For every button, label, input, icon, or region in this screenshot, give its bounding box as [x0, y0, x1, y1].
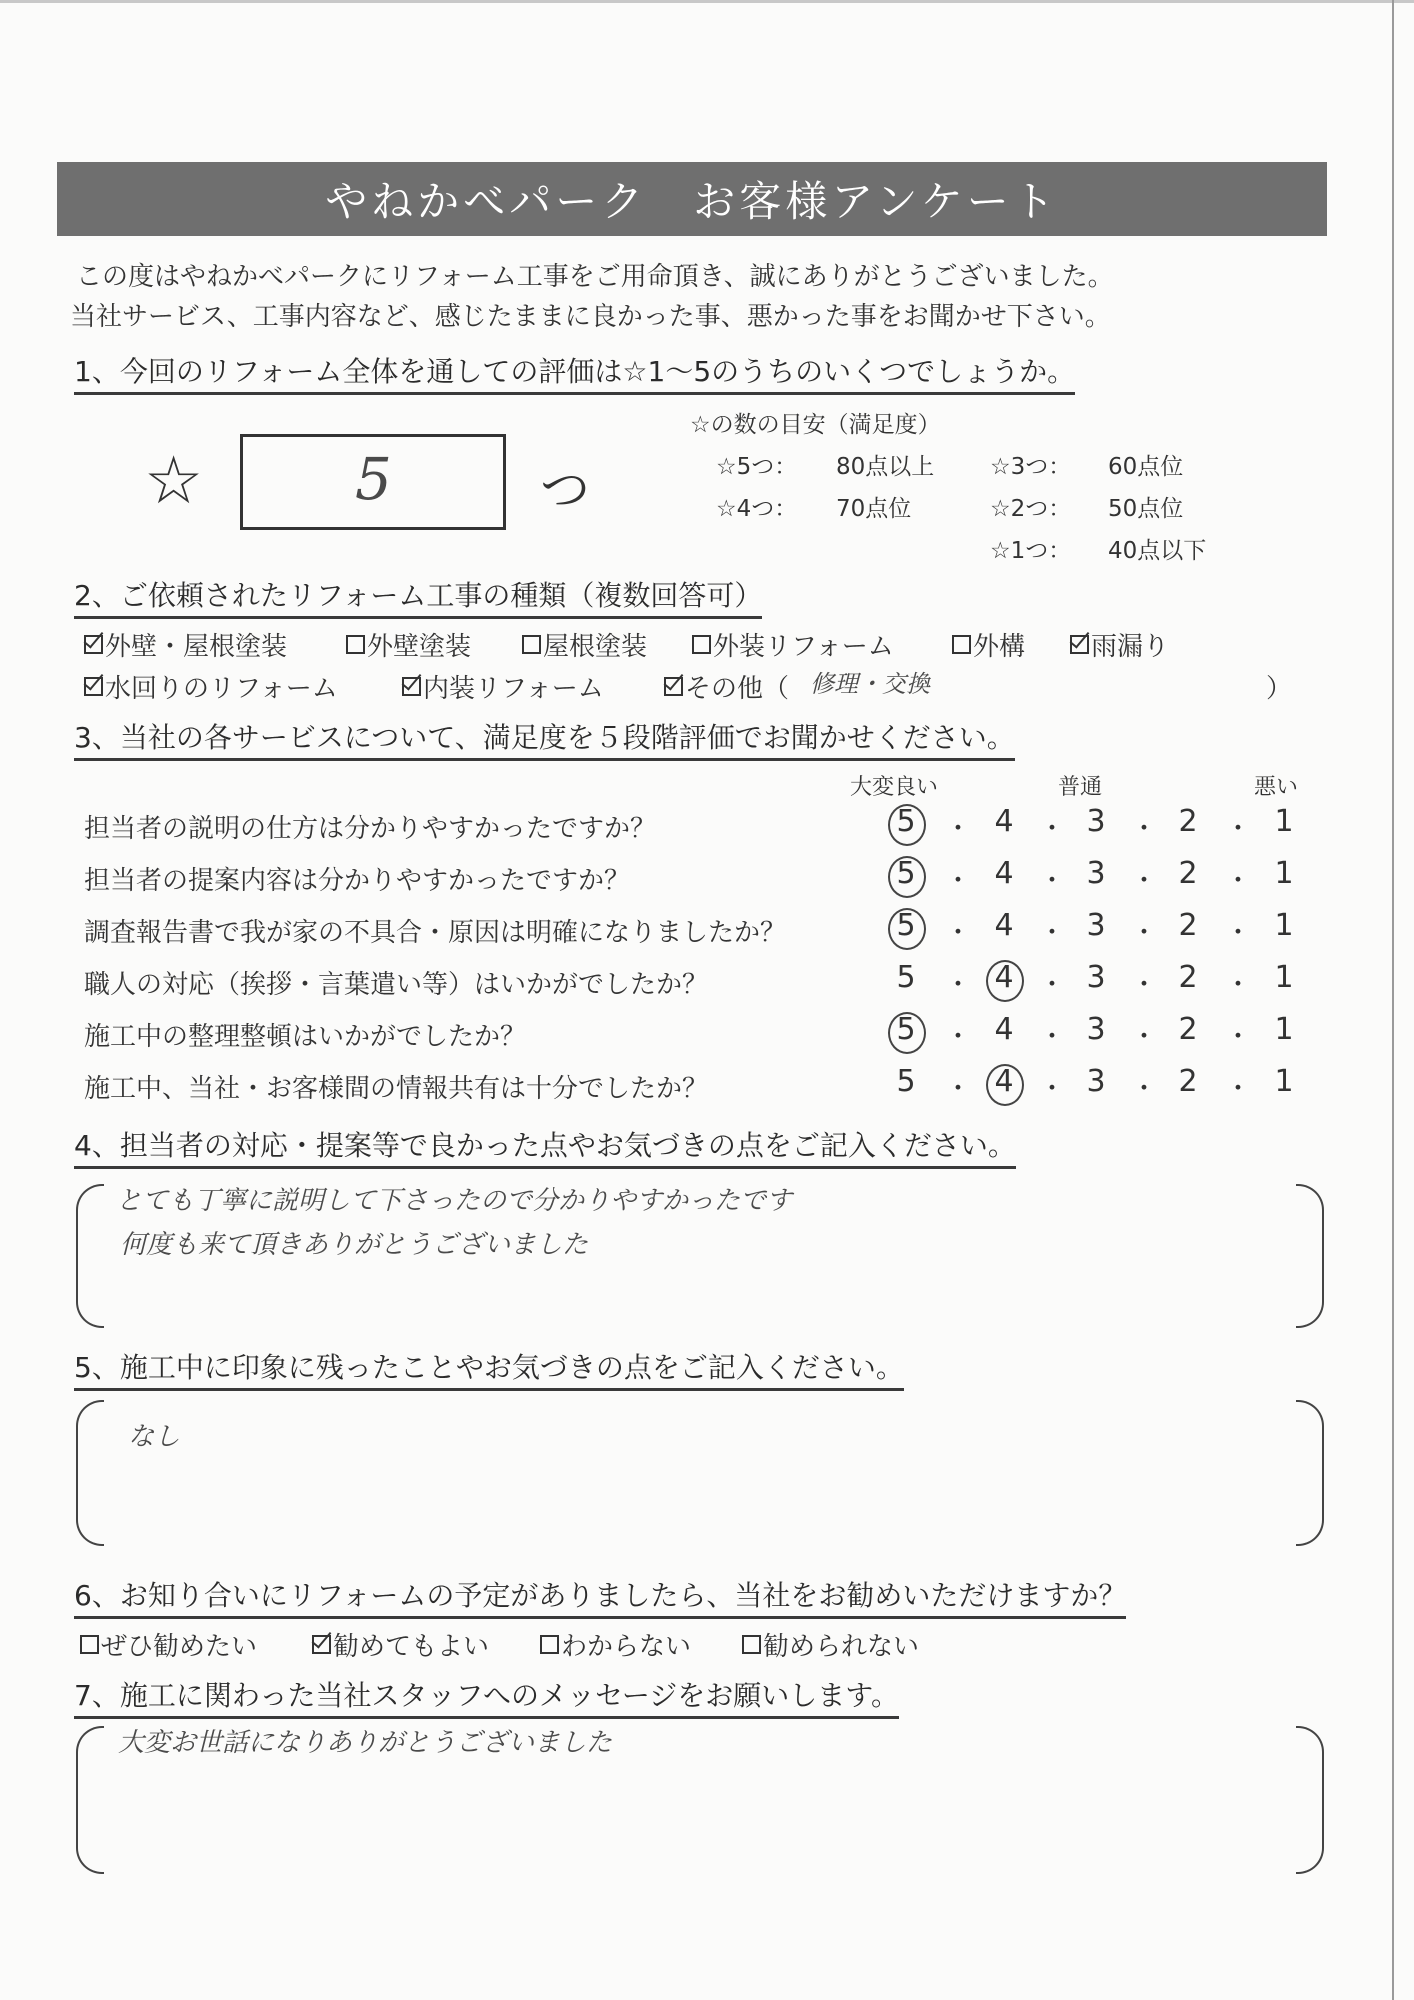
checkbox-checked-icon[interactable] [84, 677, 103, 696]
q7-answer[interactable]: 大変お世話になりありがとうございました [118, 1728, 613, 1758]
q4-answer-bracket-right [1296, 1184, 1324, 1328]
q3-score-option[interactable]: 5 [896, 1064, 916, 1099]
q3-separator: ・ [944, 814, 971, 844]
q3-question-2: 担当者の提案内容は分かりやすかったですか？ [84, 866, 631, 896]
checkbox-checked-icon[interactable] [402, 677, 421, 696]
q3-score-option[interactable]: 3 [1086, 1064, 1106, 1099]
q3-score-option[interactable]: 4 [994, 1012, 1014, 1047]
q3-score-selected[interactable]: 5 [886, 856, 926, 891]
q3-separator: ・ [1224, 866, 1251, 896]
q3-separator: ・ [1038, 918, 1065, 948]
q3-separator: ・ [1038, 814, 1065, 844]
q3-separator: ・ [1130, 866, 1157, 896]
q3-separator: ・ [944, 918, 971, 948]
checkbox-icon[interactable] [522, 635, 541, 654]
q3-separator: ・ [944, 1022, 971, 1052]
q2-other-text: 修理・交換 [810, 670, 930, 698]
rating-unit: つ [540, 461, 590, 519]
intro-line-2: 当社サービス、工事内容など、感じたままに良かった事、悪かった事をお聞かせ下さい。 [70, 302, 1111, 332]
scale-label-normal: 普通 [1058, 775, 1103, 800]
q3-separator: ・ [1038, 970, 1065, 1000]
checkbox-icon[interactable] [346, 635, 365, 654]
q2-option-label: その他（ [685, 674, 790, 704]
q3-question-3: 調査報告書で我が家の不具合・原因は明確になりましたか？ [84, 918, 787, 948]
rating-answer: 5 [355, 445, 392, 513]
q2-option-label: 外装リフォーム [713, 632, 894, 662]
q2-option-roof-paint[interactable] [522, 626, 647, 663]
q2-other-close-paren: ） [1266, 674, 1293, 704]
q2-option-label: 外壁・屋根塗装 [105, 632, 288, 662]
q5-answer[interactable]: なし [128, 1422, 181, 1452]
q3-score-option[interactable]: 3 [1086, 1012, 1106, 1047]
q3-score-option[interactable]: 1 [1274, 1012, 1294, 1047]
q3-separator: ・ [944, 866, 971, 896]
q3-question-6: 施工中、当社・お客様間の情報共有は十分でしたか？ [84, 1074, 709, 1104]
checkbox-icon[interactable] [540, 1635, 559, 1654]
q2-option-interior-reform[interactable] [402, 668, 604, 705]
q3-separator: ・ [944, 970, 971, 1000]
q3-separator: ・ [1130, 1074, 1157, 1104]
q3-separator: ・ [944, 1074, 971, 1104]
q2-option-label: 内装リフォーム [423, 674, 604, 704]
q3-score-selected[interactable]: 5 [886, 804, 926, 839]
q4-answer-line-1[interactable]: とても丁寧に説明して下さったので分かりやすかったです [116, 1186, 793, 1216]
q7-answer-bracket-left [76, 1726, 104, 1874]
guide-5-value: 80点以上 [836, 454, 935, 480]
q3-separator: ・ [1038, 1074, 1065, 1104]
guide-title: ☆の数の目安（満足度） [690, 412, 941, 438]
q2-option-label: 水回りのリフォーム [105, 674, 338, 704]
q3-score-selected[interactable]: 4 [984, 1064, 1024, 1099]
guide-1-label: ☆1つ： [990, 538, 1072, 564]
q3-separator: ・ [1130, 814, 1157, 844]
q3-separator: ・ [1224, 918, 1251, 948]
page-right-edge [1392, 0, 1394, 2000]
q6-option-cannot[interactable] [742, 1626, 919, 1663]
guide-1-value: 40点以下 [1108, 538, 1207, 564]
q2-option-label: 雨漏り [1091, 632, 1170, 662]
q3-score-option[interactable]: 4 [994, 908, 1014, 943]
q2-option-exterior-reform[interactable] [692, 626, 894, 663]
guide-2-label: ☆2つ： [990, 496, 1072, 522]
q2-option-label: 外壁塗装 [367, 632, 472, 662]
q3-score-option[interactable]: 4 [994, 856, 1014, 891]
q2-option-label: 屋根塗装 [543, 632, 648, 662]
q6-option-maybe[interactable] [312, 1626, 489, 1663]
q3-score-option[interactable]: 2 [1178, 856, 1198, 891]
guide-4-label: ☆4つ： [716, 496, 798, 522]
q3-score-option[interactable]: 2 [1178, 1012, 1198, 1047]
q3-score-option[interactable]: 3 [1086, 960, 1106, 995]
q3-score-option[interactable]: 4 [994, 804, 1014, 839]
q3-separator: ・ [1038, 1022, 1065, 1052]
q3-score-option[interactable]: 2 [1178, 960, 1198, 995]
guide-2-value: 50点位 [1108, 496, 1184, 522]
scale-label-good: 大変良い [850, 775, 939, 800]
q6-heading: 6、お知り合いにリフォームの予定がありましたら、当社をお勧めいただけますか？ [74, 1578, 1126, 1619]
q3-separator: ・ [1130, 970, 1157, 1000]
q2-option-exterior-roof-paint[interactable] [84, 626, 287, 663]
guide-3-label: ☆3つ： [990, 454, 1072, 480]
q4-heading: 4、担当者の対応・提案等で良かった点やお気づきの点をご記入ください。 [74, 1128, 1016, 1169]
q5-answer-bracket-right [1296, 1400, 1324, 1546]
q6-option-label: 勧められない [763, 1632, 920, 1662]
q3-score-selected[interactable]: 5 [886, 908, 926, 943]
q2-heading: 2、ご依頼されたリフォーム工事の種類（複数回答可） [74, 578, 762, 619]
q7-answer-bracket-right [1296, 1726, 1324, 1874]
q6-option-definitely[interactable] [80, 1626, 257, 1663]
q3-score-option[interactable]: 1 [1274, 804, 1294, 839]
checkbox-icon[interactable] [952, 635, 971, 654]
q3-score-option[interactable]: 1 [1274, 1064, 1294, 1099]
page-top-edge [0, 0, 1414, 3]
q3-score-selected[interactable]: 5 [886, 1012, 926, 1047]
q5-answer-bracket-left [76, 1400, 104, 1546]
q7-heading: 7、施工に関わった当社スタッフへのメッセージをお願いします。 [74, 1678, 899, 1719]
checkbox-icon[interactable] [692, 635, 711, 654]
checkbox-checked-icon[interactable] [1070, 635, 1089, 654]
q3-question-5: 施工中の整理整頓はいかがでしたか？ [84, 1022, 527, 1052]
q3-score-option[interactable]: 2 [1178, 908, 1198, 943]
intro-line-1: この度はやねかべパークにリフォーム工事をご用命頂き、誠にありがとうございました。 [76, 262, 1114, 292]
q3-score-option[interactable]: 1 [1274, 856, 1294, 891]
q3-question-4: 職人の対応（挨拶・言葉遣い等）はいかがでしたか？ [84, 970, 709, 1000]
q3-separator: ・ [1224, 1022, 1251, 1052]
q2-option-rain-leak[interactable] [1070, 626, 1169, 663]
q3-score-option[interactable]: 3 [1086, 908, 1106, 943]
q1-heading: 1、今回のリフォーム全体を通しての評価は☆1～5のうちのいくつでしょうか。 [74, 354, 1075, 395]
q3-score-option[interactable]: 3 [1086, 804, 1106, 839]
q3-score-option[interactable]: 1 [1274, 908, 1294, 943]
rating-answer-box[interactable] [240, 434, 506, 530]
guide-5-label: ☆5つ： [716, 454, 798, 480]
q3-separator: ・ [1224, 970, 1251, 1000]
q2-option-water-reform[interactable] [84, 668, 338, 705]
q6-option-label: わからない [561, 1632, 692, 1662]
checkbox-checked-icon[interactable] [84, 635, 103, 654]
q2-option-other[interactable] [664, 668, 789, 705]
q3-score-option[interactable]: 1 [1274, 960, 1294, 995]
checkbox-checked-icon[interactable] [664, 677, 683, 696]
q3-question-1: 担当者の説明の仕方は分かりやすかったですか？ [84, 814, 657, 844]
checkbox-checked-icon[interactable] [312, 1635, 331, 1654]
q6-option-dont-know[interactable] [540, 1626, 691, 1663]
checkbox-icon[interactable] [80, 1635, 99, 1654]
q2-option-label: 外構 [973, 632, 1026, 662]
q6-option-label: 勧めてもよい [333, 1632, 490, 1662]
q4-answer-bracket-left [76, 1184, 104, 1328]
q3-score-option[interactable]: 2 [1178, 804, 1198, 839]
q2-option-exterior-structure[interactable] [952, 626, 1025, 663]
q3-separator: ・ [1224, 814, 1251, 844]
guide-3-value: 60点位 [1108, 454, 1184, 480]
q3-separator: ・ [1130, 918, 1157, 948]
checkbox-icon[interactable] [742, 1635, 761, 1654]
q2-option-exterior-paint[interactable] [346, 626, 471, 663]
q3-score-option[interactable]: 3 [1086, 856, 1106, 891]
star-icon: ☆ [144, 442, 204, 519]
q3-score-selected[interactable]: 4 [984, 960, 1024, 995]
guide-4-value: 70点位 [836, 496, 912, 522]
q3-separator: ・ [1130, 1022, 1157, 1052]
q3-score-option[interactable]: 5 [896, 960, 916, 995]
q3-heading: 3、当社の各サービスについて、満足度を５段階評価でお聞かせください。 [74, 720, 1015, 761]
q3-score-option[interactable]: 2 [1178, 1064, 1198, 1099]
q4-answer-line-2[interactable]: 何度も来て頂きありがとうございました [120, 1230, 589, 1260]
scale-label-bad: 悪い [1254, 775, 1299, 800]
survey-title: やねかべパーク お客様アンケート [57, 162, 1327, 236]
q6-option-label: ぜひ勧めたい [101, 1632, 258, 1662]
q3-separator: ・ [1224, 1074, 1251, 1104]
q3-separator: ・ [1038, 866, 1065, 896]
q5-heading: 5、施工中に印象に残ったことやお気づきの点をご記入ください。 [74, 1350, 904, 1391]
